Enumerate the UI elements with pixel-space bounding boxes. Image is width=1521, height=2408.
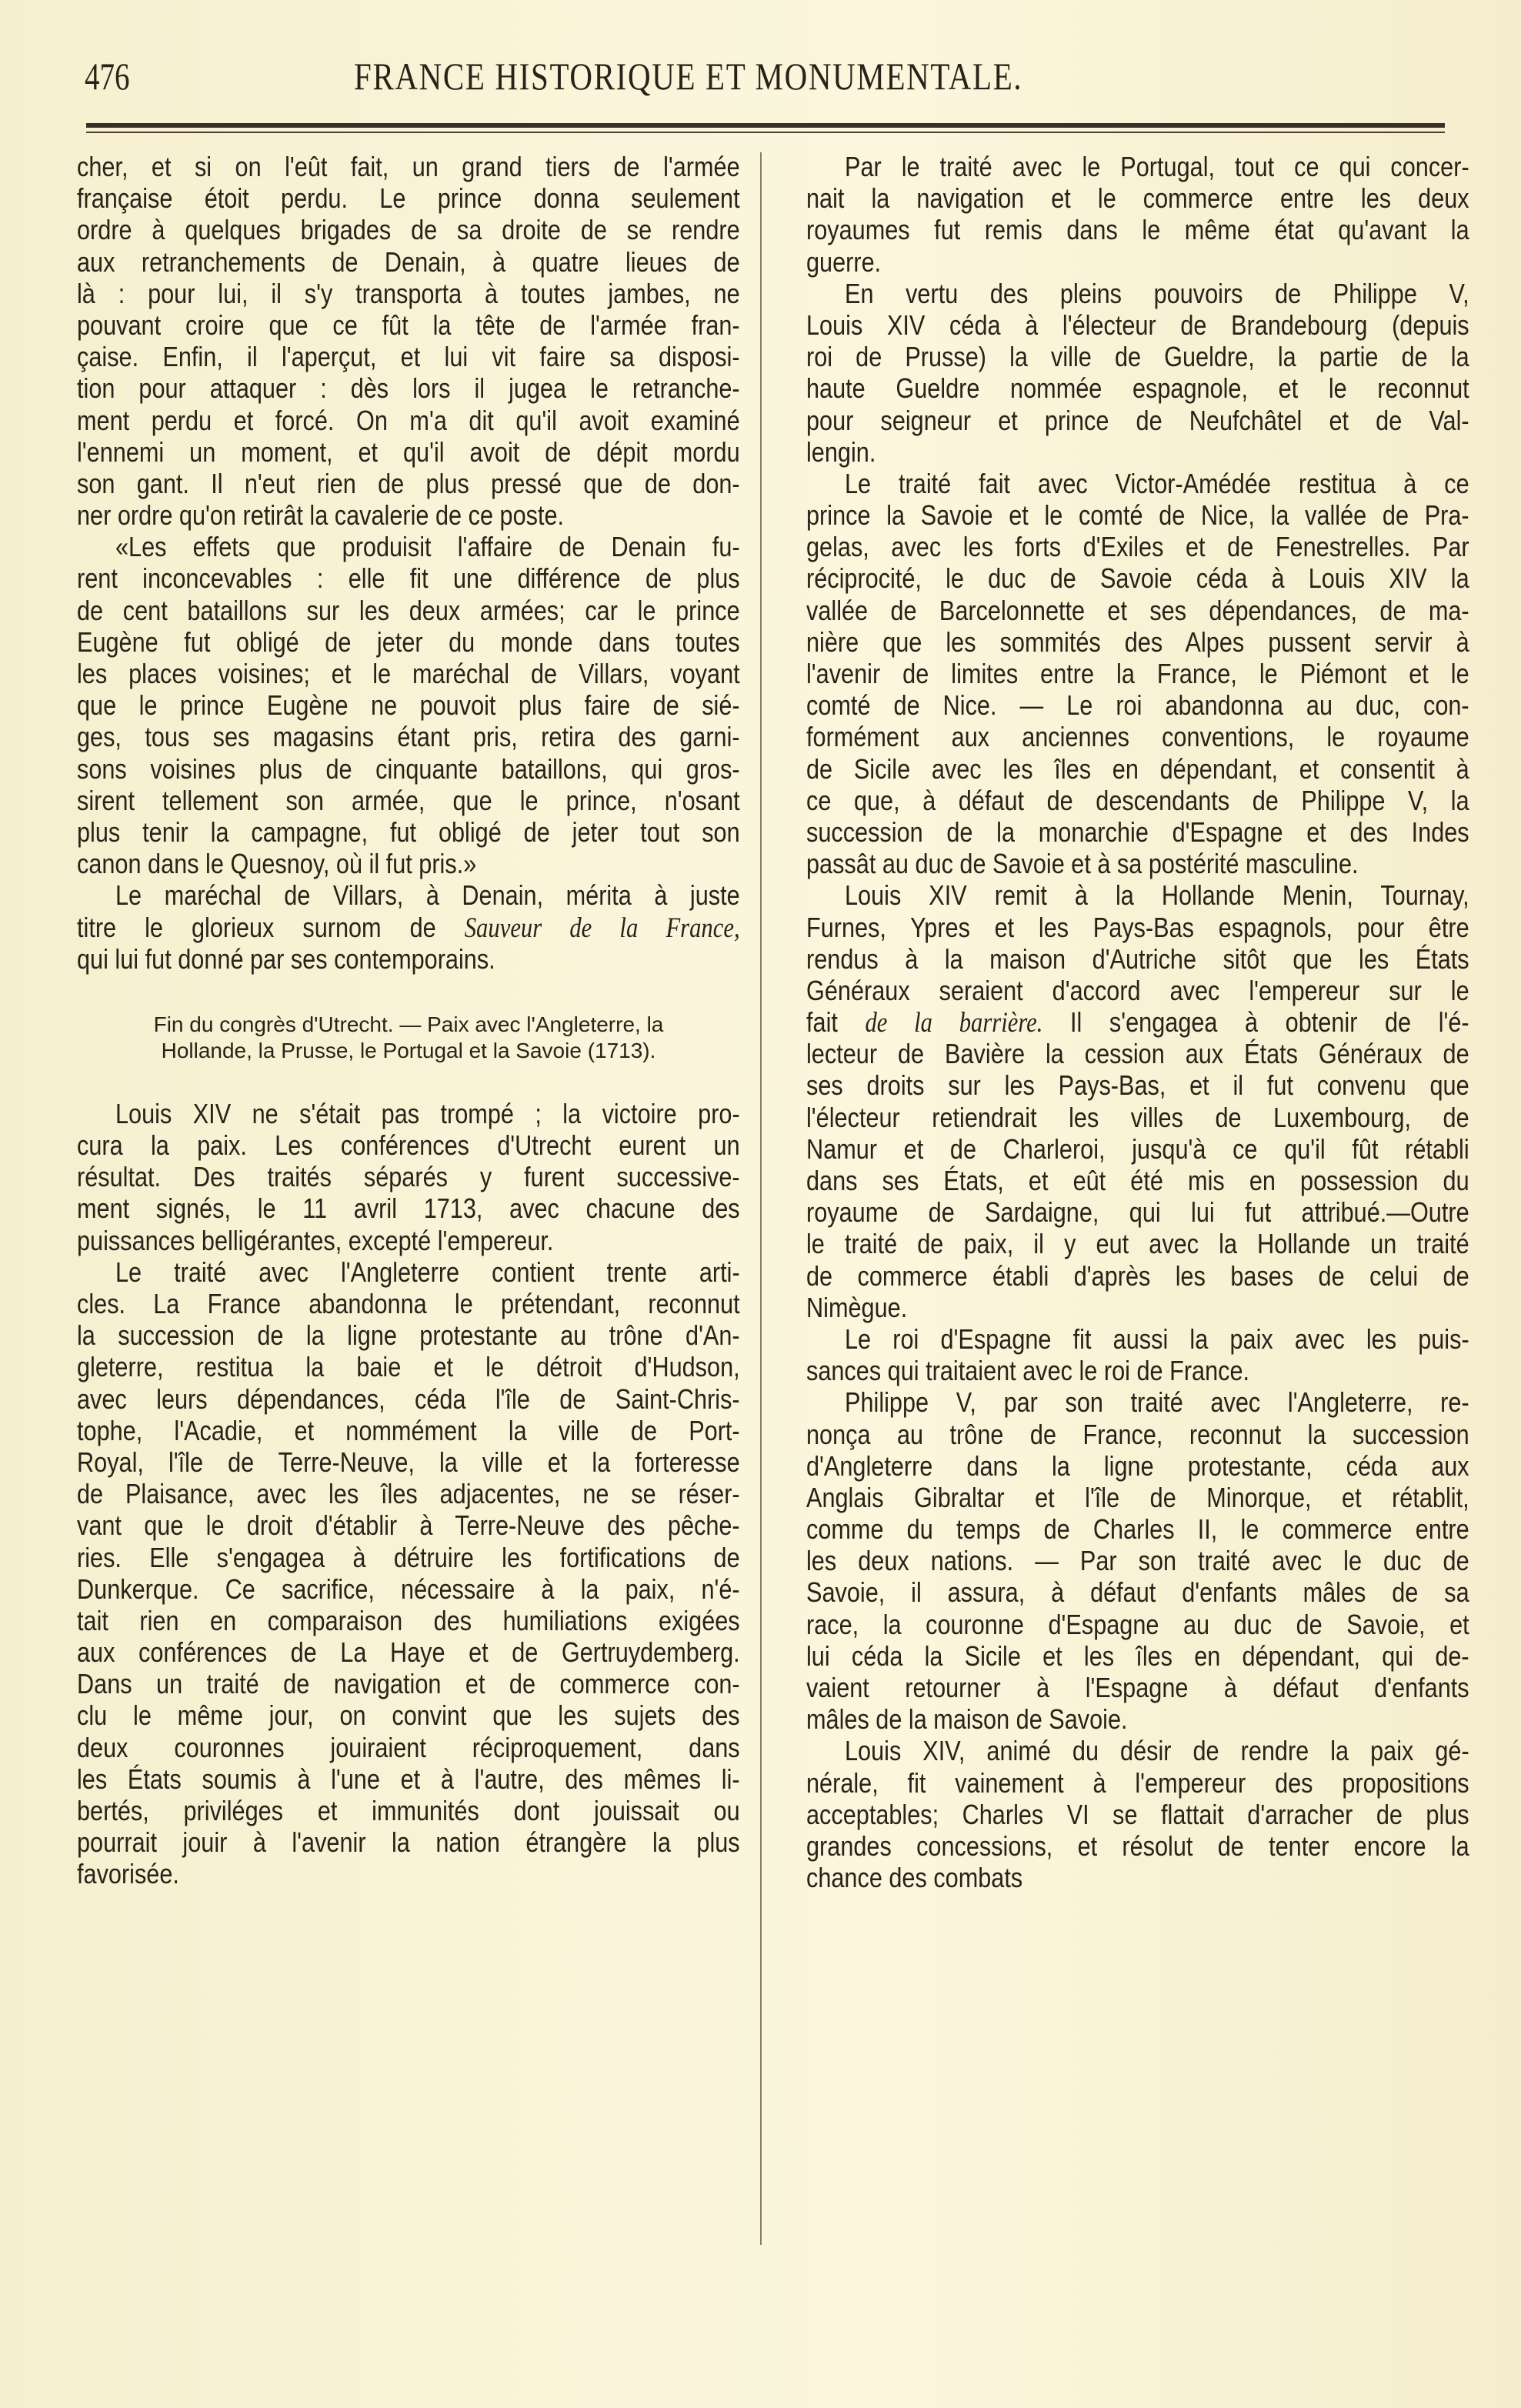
right-column (806, 151, 1469, 1893)
text-line: chance des combats (806, 1862, 1023, 1894)
text-line: Dunkerque. Ce sacrifice, nécessaire à la paix, n'é- (77, 1573, 740, 1605)
text-line: En vertu des pleins pouvoirs de Philippe V, (845, 277, 1469, 309)
running-title: FRANCE HISTORIQUE ET MONUMENTALE. (354, 55, 1023, 98)
text-line: acceptables; Charles VI se flattait d'arracher de plus (806, 1798, 1469, 1830)
text-line: ment signés, le 11 avril 1713, avec chacune des (77, 1192, 740, 1225)
text-line: dans ses États, et eût été mis en possession du (806, 1165, 1469, 1196)
italic-phrase: de la barrière. (865, 1006, 1043, 1039)
text-line: les places voisines; et le maréchal de Villars, voyant (77, 658, 740, 689)
text-line: canon dans le Quesnoy, où il fut pris.» (77, 848, 477, 880)
text-line: aux retranchements de Denain, à quatre lieues de (77, 245, 740, 278)
text-line: favorisée. (77, 1858, 179, 1890)
text-line: guerre. (806, 245, 882, 278)
paragraph-part (806, 879, 1469, 1006)
text-line: Furnes, Ypres et les Pays-Bas espagnols, pour être (806, 911, 1469, 943)
text-line: Namur et de Charleroi, jusqu'à ce qu'il fût rétabli (806, 1132, 1469, 1165)
paragraph (806, 1323, 1469, 1386)
section-heading-line: Hollande, la Prusse, le Portugal et la Savoie (1713). (161, 1038, 656, 1062)
text-line: nière que les sommités des Alpes pussent servir à (806, 625, 1469, 658)
text-line: comté de Nice. — Le roi abandonna au duc, con- (806, 689, 1469, 722)
text-line: fait de la barrière. Il s'engagea à obtenir de l'é- (806, 1006, 1469, 1039)
text-line: clu le même jour, on convint que les sujets des (77, 1699, 740, 1732)
text-line: royaume de Sardaigne, qui lui fut attribué.—Outre (806, 1196, 1469, 1229)
header-rule-thin (86, 132, 1445, 133)
text-line: nonça au trône de France, reconnut la succession (806, 1418, 1469, 1450)
text-line: rendus à la maison d'Autriche sitôt que les États (806, 942, 1469, 975)
text-line: de Plaisance, avec les îles adjacentes, ne se réser- (77, 1478, 740, 1510)
running-head (85, 54, 1446, 108)
text-line: Anglais Gibraltar et l'île de Minorque, et rétablit, (806, 1481, 1469, 1513)
paragraph (806, 151, 1469, 278)
text-line: vaient retourner à l'Espagne à défaut d'enfants (806, 1672, 1469, 1703)
text-line: Généraux seraient d'accord avec l'empereur sur le (806, 974, 1469, 1006)
text-line: passât au duc de Savoie et à sa postérité masculine. (806, 848, 1359, 880)
paragraph (77, 531, 740, 879)
text-line: nérale, fit vainement à l'empereur des propositions (806, 1766, 1469, 1799)
paragraph-part (806, 1038, 1469, 1323)
section-heading-line: Fin du congrès d'Utrecht. — Paix avec l'Angleterre, la (153, 1012, 664, 1036)
text-line: l'ennemi un moment, et qu'il avoit de dépit mordu (77, 435, 740, 468)
text-line: Louis XIV céda à l'électeur de Brandebourg (depuis (806, 309, 1469, 341)
text-line: titre le glorieux surnom de Sauveur de la France, (77, 911, 740, 943)
column-divider (760, 152, 762, 2245)
page-number: 476 (85, 55, 130, 98)
text-line: lecteur de Bavière la cession aux États Généraux de (806, 1038, 1469, 1070)
text-line: les États soumis à l'une et à l'autre, des mêmes li- (77, 1763, 740, 1795)
text-line: que le prince Eugène ne pouvoit plus faire de sié- (77, 689, 740, 722)
text-line: avec leurs dépendances, céda l'île de Saint-Chris- (77, 1382, 740, 1415)
text-line: tait rien en comparaison des humiliations exigées (77, 1604, 740, 1636)
text-line: Savoie, il assura, à défaut d'enfants mâles de sa (806, 1576, 1469, 1609)
text-line: qui lui fut donné par ses contemporains. (77, 942, 495, 975)
text-line: gleterre, restitua la baie et le détroit d'Hudson, (77, 1351, 740, 1383)
text-line: ordre à quelques brigades de sa droite de se rendre (77, 214, 740, 246)
text-line: çaise. Enfin, il l'aperçut, et lui vit faire sa disposi- (77, 341, 740, 373)
text-line: comme du temps de Charles II, le commerce entre (806, 1513, 1469, 1546)
text-line: ner ordre qu'on retirât la cavalerie de ce poste. (77, 499, 565, 532)
header-rule-thick (86, 123, 1445, 128)
text-line: puissances belligérantes, excepté l'empereur. (77, 1224, 554, 1256)
paragraph (77, 1256, 740, 1890)
text-line: lengin. (806, 435, 876, 468)
text-line: gelas, avec les forts d'Exiles et de Fenestrelles. Par (806, 531, 1469, 563)
text-line: prince la Savoie et le comté de Nice, la vallée de Pra- (806, 499, 1469, 532)
text-line: sances qui traitaient avec le roi de France. (806, 1355, 1250, 1387)
text-line: bertés, priviléges et immunités dont jouissait ou (77, 1795, 740, 1826)
paragraph (806, 879, 1469, 1323)
text-line: Royal, l'île de Terre-Neuve, la ville et la forteresse (77, 1446, 740, 1478)
text-line: grandes concessions, et résolut de tenter encore la (806, 1829, 1469, 1862)
text-line: l'électeur retiendrait les villes de Luxembourg, de (806, 1101, 1469, 1133)
text-line: la succession de la ligne protestante au trône d'An- (77, 1319, 740, 1352)
text-line: deux couronnes jouiraient réciproquement, dans (77, 1731, 740, 1763)
text-line: Louis XIV ne s'était pas trompé ; la victoire pro- (115, 1097, 740, 1129)
text-line: de commerce établi d'après les bases de celui de (806, 1259, 1469, 1292)
text-line: plus tenir la campagne, fut obligé de jeter tout son (77, 815, 740, 848)
text-line: lui céda la Sicile et les îles en dépendant, qui de- (806, 1639, 1469, 1672)
text-line: là : pour lui, il s'y transporta à toutes jambes, ne (77, 277, 740, 309)
text-line: Le roi d'Espagne fit aussi la paix avec les puis- (845, 1322, 1469, 1355)
text-line: haute Gueldre nommée espagnole, et le reconnut (806, 372, 1469, 405)
paragraph (806, 468, 1469, 879)
text-line: pouvant croire que ce fût la tête de l'armée fran- (77, 309, 740, 341)
left-column (77, 151, 740, 1890)
text-line: Le traité avec l'Angleterre contient trente arti- (115, 1256, 740, 1288)
text-line: Par le traité avec le Portugal, tout ce qui concer- (845, 151, 1469, 182)
text-line: d'Angleterre dans la ligne protestante, céda aux (806, 1449, 1469, 1482)
text-line: Le maréchal de Villars, à Denain, mérita à juste (115, 879, 740, 912)
text-line: formément aux anciennes conventions, le royaume (806, 721, 1469, 753)
text-line: Louis XIV remit à la Hollande Menin, Tournay, (845, 879, 1469, 912)
text-line: vallée de Barcelonnette et ses dépendances, de ma- (806, 594, 1469, 626)
italic-title: Sauveur de la France, (464, 911, 740, 943)
text-line: résultat. Des traités séparés y furent successive- (77, 1161, 740, 1193)
paragraph (806, 278, 1469, 468)
text-line: tophe, l'Acadie, et nommément la ville de Port- (77, 1414, 740, 1446)
paragraph (77, 151, 740, 531)
text-line: l'avenir de limites entre la France, le Piémont et le (806, 658, 1469, 689)
text-line: aux conférences de La Haye et de Gertruydemberg. (77, 1636, 740, 1669)
text-line: royaumes fut remis dans le même état qu'avant la (806, 214, 1469, 246)
text-line: pour seigneur et prince de Neufchâtel et de Val- (806, 404, 1469, 436)
text-line: race, la couronne d'Espagne au duc de Savoie, et (806, 1608, 1469, 1640)
text-line: Philippe V, par son traité avec l'Angleterre, re- (845, 1386, 1469, 1419)
text-line: ce que, à défaut de descendants de Philippe V, la (806, 784, 1469, 816)
text-line: ses droits sur les Pays-Bas, et il fut convenu que (806, 1069, 1469, 1102)
text-line: nait la navigation et le commerce entre les deux (806, 182, 1469, 215)
text-line: Dans un traité de navigation et de commerce con- (77, 1668, 740, 1700)
text-line: sons voisines plus de cinquante bataillons, qui gros- (77, 752, 740, 785)
text-line: réciprocité, le duc de Savoie céda à Louis XIV la (806, 562, 1469, 595)
paragraph (77, 879, 740, 975)
text-line: mâles de la maison de Savoie. (806, 1703, 1128, 1736)
text-line: rent inconcevables : elle fit une différence de plus (77, 562, 740, 595)
text-line: de Sicile avec les îles en dépendant, et consentit à (806, 752, 1469, 785)
text-line: «Les effets que produisit l'affaire de Denain fu- (115, 531, 740, 563)
paragraph (806, 1386, 1469, 1735)
section-heading (77, 1012, 740, 1064)
text-line: cura la paix. Les conférences d'Utrecht eurent un (77, 1129, 740, 1162)
paragraph (806, 1735, 1469, 1893)
text-line: Louis XIV, animé du désir de rendre la paix gé- (845, 1735, 1469, 1767)
text-line: vant que le droit d'établir à Terre-Neuve des pêche- (77, 1509, 740, 1542)
text-line: sirent tellement son armée, que le prince, n'osant (77, 784, 740, 816)
text-line: cles. La France abandonna le prétendant, reconnut (77, 1288, 740, 1319)
text-line: de cent bataillons sur les deux armées; car le prince (77, 594, 740, 626)
text-line: les deux nations. — Par son traité avec le duc de (806, 1545, 1469, 1577)
text-line: roi de Prusse) la ville de Gueldre, la partie de la (806, 341, 1469, 373)
text-line: ment perdu et forcé. On m'a dit qu'il avoit examiné (77, 404, 740, 436)
text-line: Eugène fut obligé de jeter du monde dans toutes (77, 625, 740, 658)
text-line: française étoit perdu. Le prince donna seulement (77, 182, 740, 215)
text-line: son gant. Il n'eut rien de plus pressé que de don- (77, 467, 740, 499)
text-line: pourrait jouir à l'avenir la nation étrangère la plus (77, 1826, 740, 1859)
text-line: Nimègue. (806, 1291, 908, 1323)
paragraph (77, 1098, 740, 1256)
text-line: succession de la monarchie d'Espagne et des Indes (806, 815, 1469, 848)
text-line: le traité de paix, il y eut avec la Hollande un traité (806, 1228, 1469, 1260)
text-line: ges, tous ses magasins étant pris, retira des garni- (77, 721, 740, 753)
text-line: cher, et si on l'eût fait, un grand tiers de l'armée (77, 151, 740, 182)
text-line: Le traité fait avec Victor-Amédée restitua à ce (845, 467, 1469, 499)
text-line: tion pour attaquer : dès lors il jugea le retranche- (77, 372, 740, 405)
text-line: ries. Elle s'engagea à détruire les fortifications de (77, 1541, 740, 1573)
